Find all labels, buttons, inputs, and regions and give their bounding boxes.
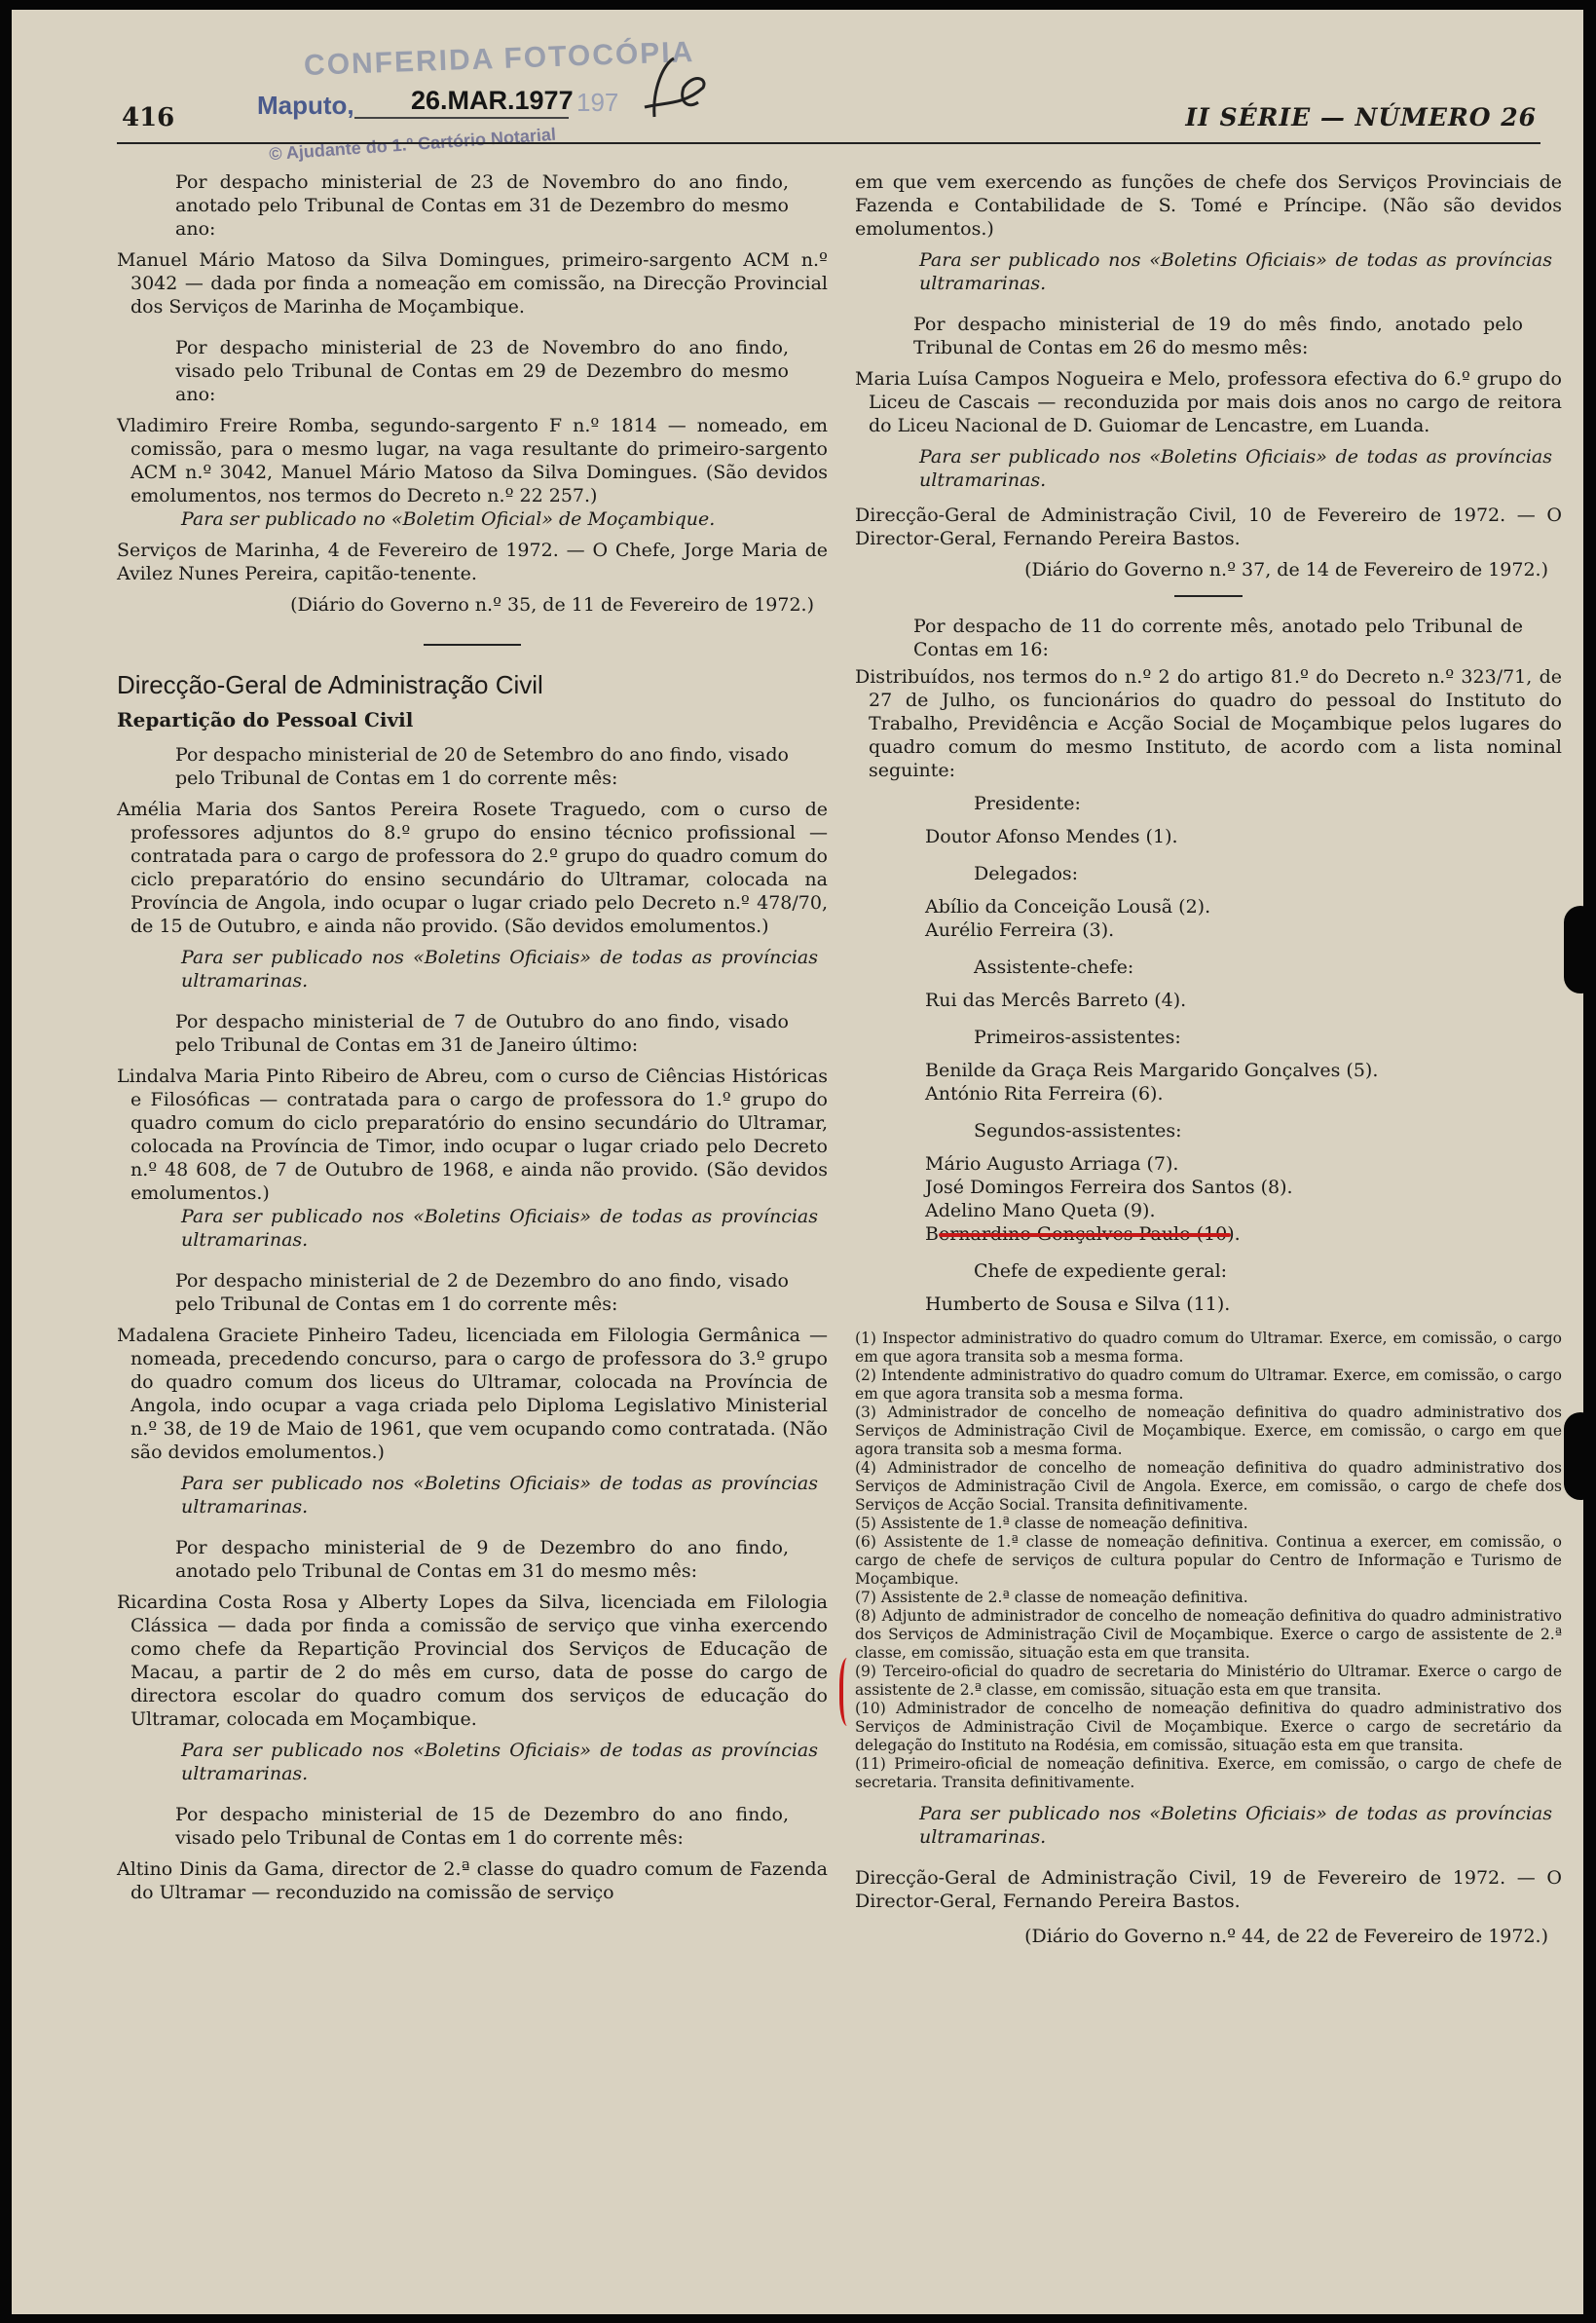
stamp-date: 26.MAR.1977 <box>411 86 574 115</box>
signature-line: Serviços de Marinha, 4 de Fevereiro de 1972. — O Chefe, Jorge Maria de Avilez Nunes Pereira, capitão-tenente. <box>117 540 828 584</box>
list-item: Doutor Afonso Mendes (1). <box>925 826 1178 847</box>
page-number: 416 <box>122 103 175 132</box>
red-underline-mark <box>939 1233 1231 1237</box>
paragraph-body: Maria Luísa Campos Nogueira e Melo, professora efectiva do 6.º grupo do Liceu de Cascais — reconduzida por mais dois anos no cargo de reitora do Liceu Nacional de D. Guiomar de Lencastre, em Luanda. <box>855 368 1562 436</box>
paragraph-body: Vladimiro Freire Romba, segundo-sargento F n.º 1814 — nomeado, em comissão, para o mesmo lugar, na vaga resultante do primeiro-sargento ACM n.º 3042, Manuel Mário Matoso da Silva Domingues. (São devidos emolumentos, nos termos do Decreto n.º 22 257.) <box>117 415 828 506</box>
stamp-notary: © Ajudante do 1.º Cartório Notarial <box>268 124 557 165</box>
paragraph-intro: Por despacho ministerial de 23 de Novembro do ano findo, anotado pelo Tribunal de Contas em 31 de Dezembro do mesmo ano: <box>175 171 789 240</box>
stamp-underline <box>354 117 569 119</box>
paragraph-body: Amélia Maria dos Santos Pereira Rosete Traguedo, com o curso de professores adjuntos do 8.º grupo do ensino técnico profissional — contratada para o cargo de professora do 2.º grupo do quadro comum do ciclo preparatório do ensino secundário do Ultramar, colocada na Província de Angola, indo ocupar o lugar criado pelo Decreto n.º 478/70, de 15 de Outubro, e ainda não provido. (São devidos emolumentos.) <box>117 799 828 937</box>
list-item: Aurélio Ferreira (3). <box>925 919 1115 941</box>
list-item: Adelino Mano Queta (9). <box>925 1200 1156 1221</box>
footnote: (1) Inspector administrativo do quadro comum do Ultramar. Exerce, em comissão, o cargo em que agora transita sob a mesma forma. <box>855 1330 1562 1366</box>
list-item: Rui das Mercês Barreto (4). <box>925 990 1187 1011</box>
right-column <box>855 170 1562 1948</box>
paragraph-intro: Por despacho ministerial de 19 do mês findo, anotado pelo Tribunal de Contas em 26 do mesmo mês: <box>913 314 1523 358</box>
footnotes <box>855 1330 1562 1792</box>
publication-note: Para ser publicado nos «Boletins Oficiais» de todas as províncias ultramarinas. <box>919 1803 1552 1848</box>
role-heading: Presidente: <box>974 793 1081 814</box>
series-header: II SÉRIE — NÚMERO 26 <box>1185 103 1537 131</box>
left-column <box>117 170 828 1904</box>
footnote: (7) Assistente de 2.ª classe de nomeação definitiva. <box>855 1589 1248 1606</box>
stamp-year-suffix: 197 <box>576 88 619 117</box>
paragraph-intro: Por despacho ministerial de 2 de Dezembro do ano findo, visado pelo Tribunal de Contas em 1 do corrente mês: <box>175 1270 789 1315</box>
role-heading: Delegados: <box>974 863 1079 884</box>
publication-note: Para ser publicado no «Boletim Oficial» de Moçambique. <box>181 508 716 530</box>
publication-note: Para ser publicado nos «Boletins Oficiais» de todas as províncias ultramarinas. <box>181 1473 818 1517</box>
paragraph-intro: Por despacho ministerial de 23 de Novembro do ano findo, visado pelo Tribunal de Contas em 29 de Dezembro do mesmo ano: <box>175 337 789 405</box>
paragraph-body: Distribuídos, nos termos do n.º 2 do artigo 81.º do Decreto n.º 323/71, de 27 de Julho, os funcionários do quadro do pessoal do Instituto do Trabalho, Previdência e Acção Social de Moçambique pelos lugares do quadro comum do mesmo Instituto, de acordo com a lista nominal seguinte: <box>855 666 1562 781</box>
list-item: Bernardino Gonçalves Paulo (10). <box>925 1223 1241 1245</box>
signature-line: Direcção-Geral de Administração Civil, 19 de Fevereiro de 1972. — O Director-Geral, Fernando Pereira Bastos. <box>855 1867 1562 1912</box>
punch-hole-lower <box>1564 1412 1583 1500</box>
role-heading: Primeiros-assistentes: <box>974 1027 1181 1048</box>
signature-line: Direcção-Geral de Administração Civil, 10 de Fevereiro de 1972. — O Director-Geral, Fernando Pereira Bastos. <box>855 505 1562 549</box>
paragraph-continued: em que vem exercendo as funções de chefe dos Serviços Provinciais de Fazenda e Contabilidade de S. Tomé e Príncipe. (Não são devidos emolumentos.) <box>855 171 1562 240</box>
section-subtitle: Repartição do Pessoal Civil <box>117 708 414 731</box>
section-title: Direcção-Geral de Administração Civil <box>117 670 543 699</box>
document-page <box>12 10 1583 2314</box>
paragraph-intro: Por despacho ministerial de 9 de Dezembro do ano findo, anotado pelo Tribunal de Contas em 31 do mesmo mês: <box>175 1537 789 1582</box>
footnote: (8) Adjunto de administrador de concelho de nomeação definitiva do quadro administrativo dos Serviços de Administração Civil de Moçambique. Exerce o cargo de assistente de 2.ª classe, em comissão, situação esta em que transita. <box>855 1607 1562 1662</box>
paragraph-intro: Por despacho ministerial de 20 de Setembro do ano findo, visado pelo Tribunal de Contas em 1 do corrente mês: <box>175 744 789 789</box>
paragraph-body: Altino Dinis da Gama, director de 2.ª classe do quadro comum de Fazenda do Ultramar — reconduzido na comissão de serviço <box>117 1858 828 1903</box>
footnote: (6) Assistente de 1.ª classe de nomeação definitiva. Continua a exercer, em comissão, o cargo de chefe de serviços de cultura popular do Centro de Informação e Turismo de Moçambique. <box>855 1533 1562 1588</box>
paragraph-body: Lindalva Maria Pinto Ribeiro de Abreu, com o curso de Ciências Históricas e Filosóficas — contratada para o cargo de professora do 1.º grupo do quadro comum do ciclo preparatório do ensino secundário do Ultramar, colocada na Província de Timor, indo ocupar o lugar criado pelo Decreto n.º 48 608, de 7 de Outubro de 1968, e ainda não provido. (São devidos emolumentos.) <box>117 1066 828 1204</box>
list-item-highlighted: António Rita Ferreira (6). <box>925 1083 1164 1105</box>
role-heading: Segundos-assistentes: <box>974 1120 1182 1142</box>
role-heading: Chefe de expediente geral: <box>974 1260 1228 1282</box>
role-heading: Assistente-chefe: <box>974 956 1134 978</box>
footnote: (2) Intendente administrativo do quadro comum do Ultramar. Exerce, em comissão, o cargo em que agora transita sob a mesma forma. <box>855 1367 1562 1403</box>
paragraph-intro: Por despacho de 11 do corrente mês, anotado pelo Tribunal de Contas em 16: <box>913 616 1523 660</box>
list-item: Humberto de Sousa e Silva (11). <box>925 1293 1231 1315</box>
citation: (Diário do Governo n.º 37, de 14 de Fevereiro de 1972.) <box>1024 559 1548 581</box>
list-item: Benilde da Graça Reis Margarido Gonçalves (5). <box>925 1060 1379 1081</box>
footnote: (5) Assistente de 1.ª classe de nomeação definitiva. <box>855 1515 1248 1532</box>
footnote: (10) Administrador de concelho de nomeação definitiva do quadro administrativo dos Serviços de Administração Civil de Moçambique. Exerce o cargo de secretário da delegação do Instituto na Rodésia, em comissão, situação esta em que transita. <box>855 1700 1562 1754</box>
footnote: (9) Terceiro-oficial do quadro de secretaria do Ministério do Ultramar. Exerce o cargo de assistente de 2.ª classe, em comissão, situação esta em que transita. <box>855 1663 1562 1699</box>
paragraph-intro: Por despacho ministerial de 15 de Dezembro do ano findo, visado pelo Tribunal de Contas em 1 do corrente mês: <box>175 1804 789 1849</box>
paragraph-body: Madalena Graciete Pinheiro Tadeu, licenciada em Filologia Germânica — nomeada, precedendo concurso, para o cargo de professora do 3.º grupo do quadro comum dos liceus do Ultramar, colocada na Província de Angola, indo ocupar a vaga criada pelo Diploma Legislativo Ministerial n.º 38, de 19 de Maio de 1961, que vem ocupando como contratada. (Não são devidos emolumentos.) <box>117 1325 828 1463</box>
publication-note: Para ser publicado nos «Boletins Oficiais» de todas as províncias ultramarinas. <box>181 947 818 992</box>
red-margin-mark <box>839 1658 859 1726</box>
list-item: Mário Augusto Arriaga (7). <box>925 1153 1179 1175</box>
stamp-city: Maputo, <box>257 91 354 120</box>
punch-hole-upper <box>1564 906 1583 993</box>
header-rule <box>117 142 1540 144</box>
signature-icon <box>635 49 713 127</box>
publication-note: Para ser publicado nos «Boletins Oficiais» de todas as províncias ultramarinas. <box>181 1206 818 1251</box>
stamp-conferida: CONFERIDA FOTOCÓPIA <box>303 36 695 82</box>
footnote: (11) Primeiro-oficial de nomeação definitiva. Exerce, em comissão, o cargo de chefe de secretaria. Transita definitivamente. <box>855 1755 1562 1791</box>
footnote: (3) Administrador de concelho de nomeação definitiva do quadro administrativo dos Serviços de Administração Civil de Moçambique. Exerce, em comissão, o cargo em que agora transita sob a mesma forma. <box>855 1404 1562 1458</box>
citation: (Diário do Governo n.º 35, de 11 de Fevereiro de 1972.) <box>290 594 814 616</box>
list-item: Abílio da Conceição Lousã (2). <box>925 896 1211 918</box>
publication-note: Para ser publicado nos «Boletins Oficiais» de todas as províncias ultramarinas. <box>919 249 1552 294</box>
citation: (Diário do Governo n.º 44, de 22 de Fevereiro de 1972.) <box>1024 1926 1548 1947</box>
list-item: José Domingos Ferreira dos Santos (8). <box>925 1177 1293 1198</box>
publication-note: Para ser publicado nos «Boletins Oficiais» de todas as províncias ultramarinas. <box>919 446 1552 491</box>
paragraph-intro: Por despacho ministerial de 7 de Outubro do ano findo, visado pelo Tribunal de Contas em 31 de Janeiro último: <box>175 1011 789 1056</box>
paragraph-body: Ricardina Costa Rosa y Alberty Lopes da Silva, licenciada em Filologia Clássica — dada por finda a comissão de serviço que vinha exercendo como chefe da Repartição Provincial dos Serviços de Educação de Macau, a partir de 2 do mês em curso, data de posse do cargo de directora escolar do quadro comum dos serviços de educação do Ultramar, colocada em Moçambique. <box>117 1592 828 1730</box>
publication-note: Para ser publicado nos «Boletins Oficiais» de todas as províncias ultramarinas. <box>181 1740 818 1784</box>
paragraph-body: Manuel Mário Matoso da Silva Domingues, primeiro-sargento ACM n.º 3042 — dada por finda a nomeação em comissão, na Direcção Provincial dos Serviços de Marinha de Moçambique. <box>117 249 828 318</box>
footnote: (4) Administrador de concelho de nomeação definitiva do quadro administrativo dos Serviços de Administração Civil de Angola. Exerce, em comissão, o cargo de chefe dos Serviços de Acção Social. Transita definitivamente. <box>855 1459 1562 1514</box>
